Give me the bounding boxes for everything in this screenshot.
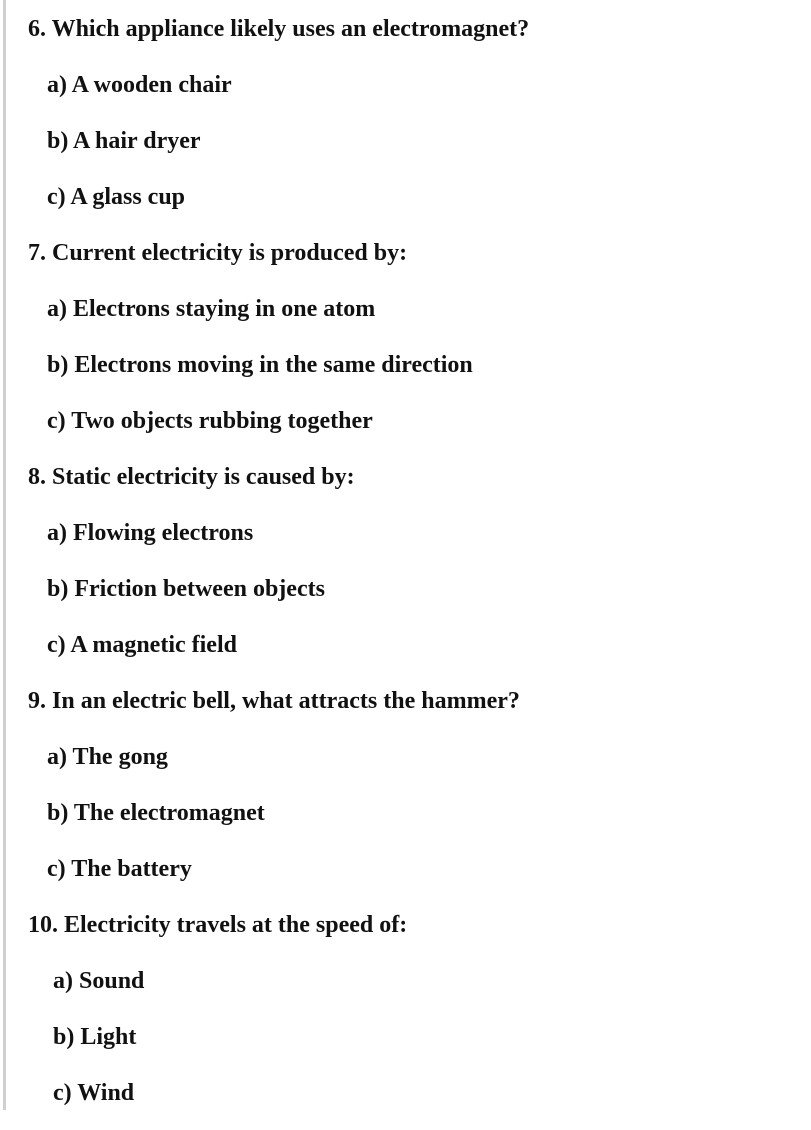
question-7-text: 7. Current electricity is produced by:: [28, 240, 408, 266]
question-8-option-c: c) A magnetic field: [47, 632, 237, 658]
question-9-option-b: b) The electromagnet: [47, 800, 265, 826]
question-6-text: 6. Which appliance likely uses an electromagnet?: [28, 16, 530, 42]
question-8-option-a: a) Flowing electrons: [47, 520, 254, 546]
question-6-block: [28, 10, 798, 234]
question-8-block: [28, 458, 798, 682]
question-9-text: 9. In an electric bell, what attracts the hammer?: [28, 688, 520, 714]
question-7-option-a: a) Electrons staying in one atom: [47, 296, 376, 322]
question-6-option-b: b) A hair dryer: [47, 128, 201, 154]
question-10-option-b: b) Light: [53, 1024, 137, 1050]
question-10-option-a: a) Sound: [53, 968, 145, 994]
question-10-option-c: c) Wind: [53, 1080, 135, 1106]
question-8-option-b: b) Friction between objects: [47, 576, 325, 602]
quiz-question-list: [28, 10, 798, 1130]
question-7-block: [28, 234, 798, 458]
question-10-block: [28, 906, 798, 1130]
question-7-option-c: c) Two objects rubbing together: [47, 408, 373, 434]
question-9-option-a: a) The gong: [47, 744, 168, 770]
left-border-rule: [3, 0, 6, 1110]
question-6-option-c: c) A glass cup: [47, 184, 186, 210]
question-8-text: 8. Static electricity is caused by:: [28, 464, 355, 490]
question-9-block: [28, 682, 798, 906]
question-6-option-a: a) A wooden chair: [47, 72, 232, 98]
question-7-option-b: b) Electrons moving in the same direction: [47, 352, 473, 378]
question-9-option-c: c) The battery: [47, 856, 192, 882]
question-10-text: 10. Electricity travels at the speed of:: [28, 912, 408, 938]
